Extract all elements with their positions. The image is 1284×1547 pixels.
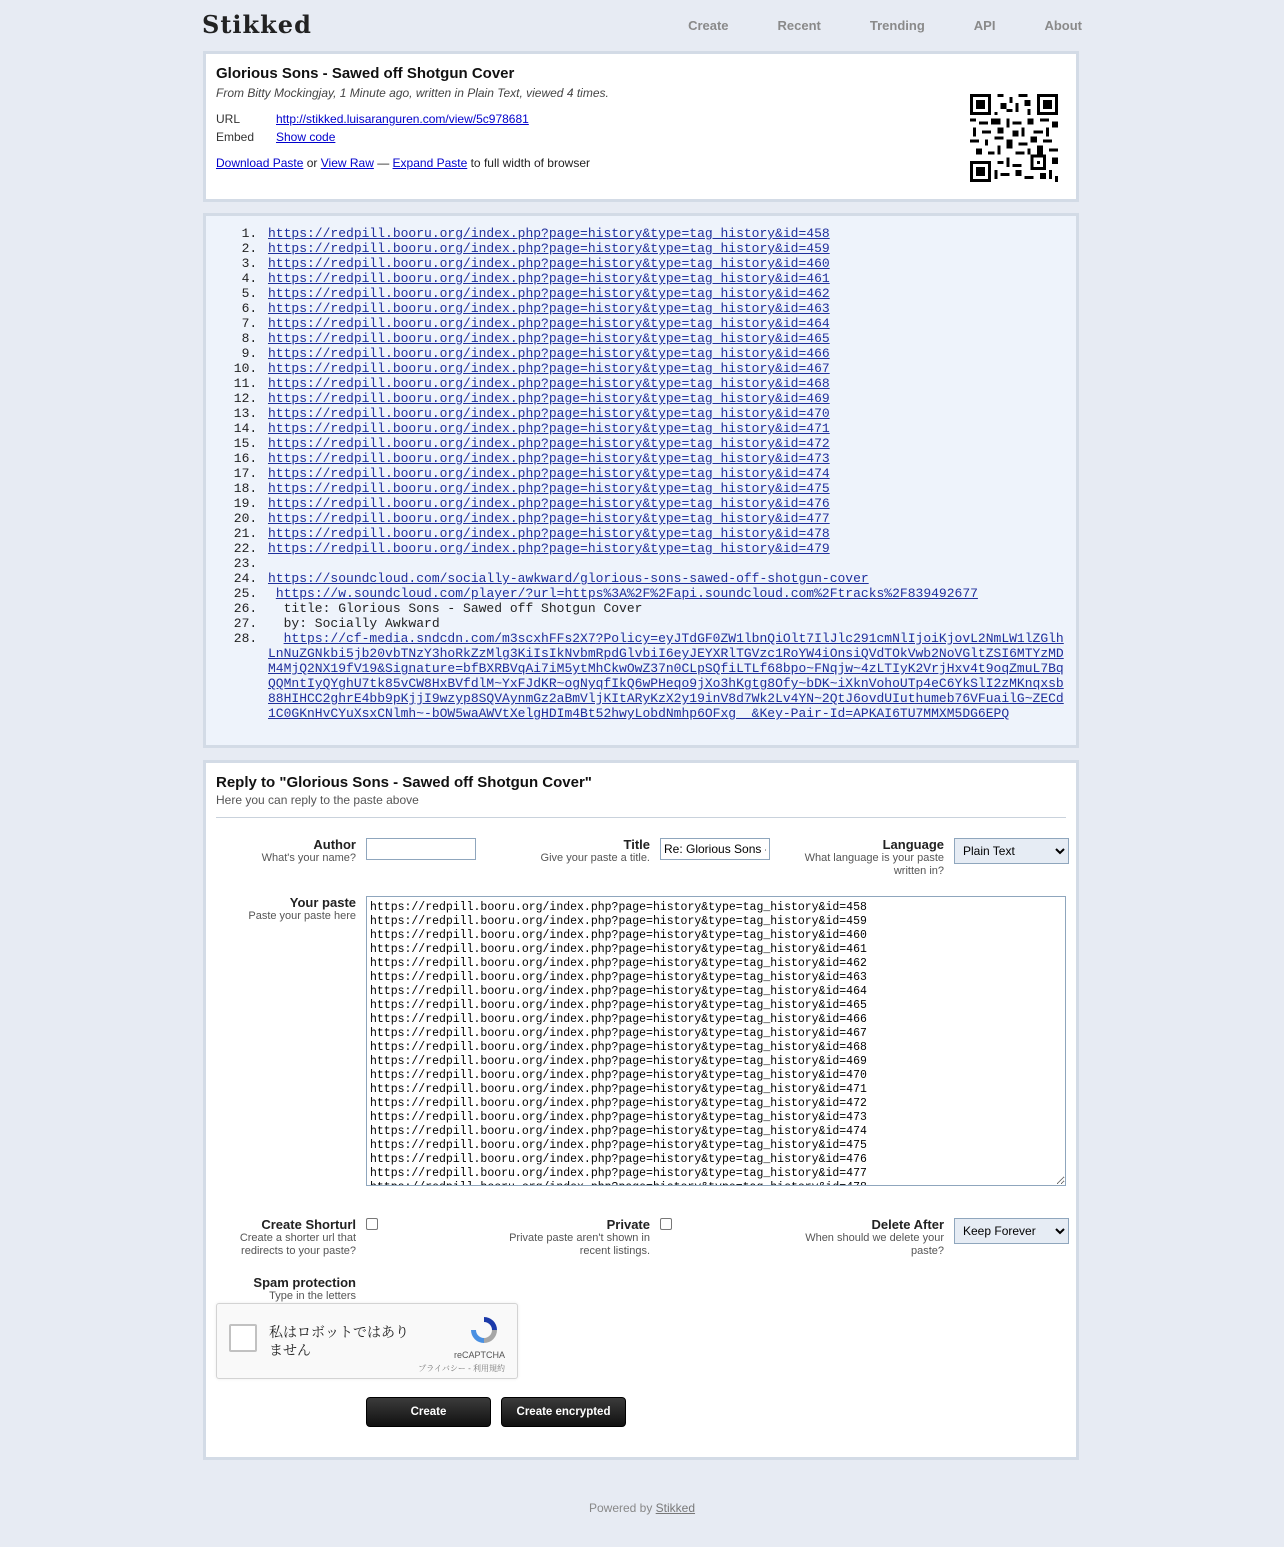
code-line bbox=[265, 361, 1066, 376]
nav-about[interactable]: About bbox=[1044, 18, 1082, 33]
code-line-text: title: Glorious Sons - Sawed off Shotgun Cover bbox=[268, 601, 643, 616]
code-line-link[interactable]: https://redpill.booru.org/index.php?page=history&type=tag_history&id=468 bbox=[268, 376, 830, 391]
title-label-group bbox=[506, 837, 650, 865]
title-input[interactable] bbox=[660, 838, 770, 860]
code-line bbox=[265, 496, 1066, 511]
code-line bbox=[265, 331, 1066, 346]
spam-protection-label: Spam protection bbox=[253, 1275, 356, 1290]
spam-protection-hint: Type in the letters bbox=[269, 1290, 356, 1302]
code-line-link[interactable]: https://soundcloud.com/socially-awkward/glorious-sons-sawed-off-shotgun-cover bbox=[268, 571, 869, 586]
code-line bbox=[265, 511, 1066, 526]
code-line bbox=[265, 256, 1066, 271]
code-line-link[interactable]: https://redpill.booru.org/index.php?page=history&type=tag_history&id=465 bbox=[268, 331, 830, 346]
language-hint: What language is your paste written in? bbox=[804, 852, 944, 877]
reply-title: Reply to "Glorious Sons - Sawed off Shotgun Cover" bbox=[216, 774, 592, 791]
expand-paste-link[interactable]: Expand Paste bbox=[392, 156, 468, 170]
delete-after-hint: When should we delete your paste? bbox=[805, 1232, 944, 1257]
private-label-group bbox=[506, 1217, 650, 1258]
recaptcha-terms-link[interactable]: プライバシー - 利用規約 bbox=[418, 1364, 505, 1373]
private-hint: Private paste aren't shown in recent listings. bbox=[509, 1232, 650, 1257]
main-nav bbox=[639, 18, 1082, 33]
code-line-link[interactable]: https://redpill.booru.org/index.php?page=history&type=tag_history&id=477 bbox=[268, 511, 830, 526]
code-lines bbox=[206, 226, 1076, 721]
expand-suffix-text: to full width of browser bbox=[467, 156, 590, 170]
code-line-link[interactable]: https://redpill.booru.org/index.php?page=history&type=tag_history&id=458 bbox=[268, 226, 830, 241]
qr-code-icon bbox=[970, 94, 1058, 182]
code-line-link[interactable]: https://redpill.booru.org/index.php?page=history&type=tag_history&id=474 bbox=[268, 466, 830, 481]
shorturl-label-group bbox=[216, 1217, 356, 1258]
code-line-link[interactable]: https://redpill.booru.org/index.php?page=history&type=tag_history&id=460 bbox=[268, 256, 830, 271]
language-label-group bbox=[794, 837, 944, 878]
paste-code-panel bbox=[203, 213, 1079, 748]
code-line bbox=[265, 616, 1066, 631]
code-line bbox=[265, 316, 1066, 331]
code-line bbox=[265, 481, 1066, 496]
author-hint: What's your name? bbox=[261, 852, 356, 864]
shorturl-checkbox[interactable] bbox=[366, 1218, 378, 1230]
recaptcha-checkbox[interactable] bbox=[229, 1324, 257, 1352]
nav-trending[interactable]: Trending bbox=[869, 18, 925, 33]
code-line-link[interactable]: https://redpill.booru.org/index.php?page=history&type=tag_history&id=469 bbox=[268, 391, 830, 406]
url-row bbox=[216, 112, 1066, 126]
footer-text: Powered by bbox=[588, 1501, 656, 1515]
code-line bbox=[265, 376, 1066, 391]
show-code-link[interactable]: Show code bbox=[276, 130, 336, 144]
code-line-link[interactable]: https://redpill.booru.org/index.php?page=history&type=tag_history&id=461 bbox=[268, 271, 830, 286]
code-line bbox=[265, 466, 1066, 481]
delete-after-label: Delete After bbox=[871, 1217, 944, 1232]
site-logo[interactable]: Stikked bbox=[202, 10, 312, 39]
recaptcha-brand: reCAPTCHA bbox=[453, 1350, 505, 1360]
paste-info-panel bbox=[203, 51, 1079, 202]
code-line bbox=[265, 421, 1066, 436]
author-label-group bbox=[216, 837, 356, 865]
code-line bbox=[265, 586, 1066, 601]
code-line bbox=[265, 571, 1066, 586]
code-line bbox=[265, 541, 1066, 556]
language-select[interactable] bbox=[954, 838, 1069, 864]
code-line-link[interactable]: https://redpill.booru.org/index.php?page=history&type=tag_history&id=472 bbox=[268, 436, 830, 451]
author-label: Author bbox=[313, 837, 356, 852]
create-button[interactable]: Create bbox=[366, 1397, 491, 1427]
code-line bbox=[265, 346, 1066, 361]
code-line-link[interactable]: https://redpill.booru.org/index.php?page=history&type=tag_history&id=467 bbox=[268, 361, 830, 376]
code-line bbox=[265, 436, 1066, 451]
private-checkbox[interactable] bbox=[660, 1218, 672, 1230]
shorturl-hint: Create a shorter url that redirects to your paste? bbox=[239, 1232, 356, 1257]
footer bbox=[0, 1501, 1284, 1515]
code-line-link[interactable]: https://redpill.booru.org/index.php?page=history&type=tag_history&id=473 bbox=[268, 451, 830, 466]
paste-title: Glorious Sons - Sawed off Shotgun Cover bbox=[216, 65, 515, 82]
delete-after-select[interactable] bbox=[954, 1218, 1069, 1244]
code-line bbox=[265, 556, 1066, 571]
code-line-link[interactable]: https://redpill.booru.org/index.php?page=history&type=tag_history&id=459 bbox=[268, 241, 830, 256]
recaptcha-label: 私はロボットではありません bbox=[269, 1324, 409, 1358]
paste-hint: Paste your paste here bbox=[248, 910, 356, 922]
title-hint: Give your paste a title. bbox=[540, 852, 650, 864]
paste-url-link[interactable]: http://stikked.luisaranguren.com/view/5c978681 bbox=[276, 112, 529, 126]
code-line-link[interactable]: https://redpill.booru.org/index.php?page=history&type=tag_history&id=463 bbox=[268, 301, 830, 316]
view-raw-link[interactable]: View Raw bbox=[320, 156, 374, 170]
nav-create[interactable]: Create bbox=[688, 18, 729, 33]
code-line bbox=[265, 391, 1066, 406]
code-line-link[interactable]: https://redpill.booru.org/index.php?page=history&type=tag_history&id=464 bbox=[268, 316, 830, 331]
author-input[interactable] bbox=[366, 838, 476, 860]
footer-stikked-link[interactable]: Stikked bbox=[655, 1501, 696, 1515]
dash-text: — bbox=[373, 156, 393, 170]
nav-recent[interactable]: Recent bbox=[777, 18, 821, 33]
create-encrypted-button[interactable]: Create encrypted bbox=[501, 1397, 626, 1427]
code-line-link[interactable]: https://redpill.booru.org/index.php?page=history&type=tag_history&id=479 bbox=[268, 541, 830, 556]
code-line-link[interactable]: https://redpill.booru.org/index.php?page=history&type=tag_history&id=462 bbox=[268, 286, 830, 301]
language-label: Language bbox=[882, 837, 944, 852]
recaptcha-widget bbox=[216, 1303, 518, 1379]
code-line bbox=[265, 271, 1066, 286]
code-line bbox=[265, 226, 1066, 241]
code-line bbox=[265, 601, 1066, 616]
code-line-link[interactable]: https://redpill.booru.org/index.php?page=history&type=tag_history&id=471 bbox=[268, 421, 830, 436]
recaptcha-logo-icon bbox=[463, 1314, 505, 1349]
or-text: or bbox=[303, 156, 321, 170]
shorturl-label: Create Shorturl bbox=[261, 1217, 356, 1232]
code-line-indent bbox=[268, 631, 284, 646]
spam-label-group bbox=[216, 1275, 356, 1303]
code-line bbox=[265, 406, 1066, 421]
private-label: Private bbox=[606, 1217, 650, 1232]
paste-label: Your paste bbox=[289, 895, 356, 910]
paste-actions bbox=[216, 156, 1066, 170]
url-label: URL bbox=[216, 112, 241, 126]
code-line bbox=[265, 451, 1066, 466]
paste-textarea[interactable] bbox=[366, 896, 1066, 1186]
paste-label-group bbox=[216, 895, 356, 923]
code-line-link[interactable]: https://w.soundcloud.com/player/?url=https%3A%2F%2Fapi.soundcloud.com%2Ftracks%2F839492677 bbox=[275, 586, 978, 601]
download-paste-link[interactable]: Download Paste bbox=[216, 156, 304, 170]
code-line-link[interactable]: https://cf-media.sndcdn.com/m3scxhFFs2X7?Policy=eyJTdGF0ZW1lbnQiOlt7IlJlc291cmNlIjoiKjovL2NmLW1lZGlhLnNuZGNkbi5jb20vbTNzY3hoRkZzMlg3KiIsIkNvbmRpdGlvbiI6eyJEYXRlTGVzc1RoYW4iOnsiQVdTOkVwb2NoVGltZSI6MTYzMDM4MjQ2NX19fV19&Signature=bfBXRBVqAi7iM5ytMhCkwOwZ37n0CLpSQfiLTLf68bpo~FNqjw~4zLTIyK2VrjHxv4t9oqZmuL7BqQQMntIyQYghU7tk85vCW8HxBVfdlM~YxFJdKR~ogNyqfIkQ6wPHeqo9jXo3hKgtg8Ofy~bDK~iXknVohoUTp4eC6YkSlI2zMKnqxsb88HIHCC2ghrE4bb9pKjjI9wzyp8SQVAynmGz2aBmVljKItARyKzX2y19inV8d7Wk2Lv4YN~2QtJ6ovdUIuthumeb76VFuailG~ZECd1C0GKnHvCYuXsxCNlmh~-bOW5waAWVtXelgHDIm4Bt52hwyLobdNmhp6OFxg__&Key-Pair-Id=APKAI6TU7MMXM5DG6EPQ bbox=[268, 631, 1064, 721]
code-line bbox=[265, 301, 1066, 316]
code-line-link[interactable]: https://redpill.booru.org/index.php?page=history&type=tag_history&id=475 bbox=[268, 481, 830, 496]
code-line bbox=[265, 526, 1066, 541]
code-line-link[interactable]: https://redpill.booru.org/index.php?page=history&type=tag_history&id=470 bbox=[268, 406, 830, 421]
code-line-link[interactable]: https://redpill.booru.org/index.php?page=history&type=tag_history&id=478 bbox=[268, 526, 830, 541]
reply-subtitle: Here you can reply to the paste above bbox=[216, 793, 1066, 818]
code-line-indent bbox=[268, 586, 276, 601]
reply-form bbox=[203, 760, 1079, 1460]
code-line-link[interactable]: https://redpill.booru.org/index.php?page=history&type=tag_history&id=476 bbox=[268, 496, 830, 511]
delete-label-group bbox=[794, 1217, 944, 1258]
embed-row bbox=[216, 130, 1066, 144]
code-line-text: by: Socially Awkward bbox=[268, 616, 440, 631]
embed-label: Embed bbox=[216, 130, 255, 144]
nav-api[interactable]: API bbox=[973, 18, 996, 33]
code-line bbox=[265, 241, 1066, 256]
title-label: Title bbox=[623, 837, 650, 852]
paste-meta: From Bitty Mockingjay, 1 Minute ago, written in Plain Text, viewed 4 times. bbox=[216, 86, 609, 100]
code-line-link[interactable]: https://redpill.booru.org/index.php?page=history&type=tag_history&id=466 bbox=[268, 346, 830, 361]
code-line bbox=[265, 631, 1066, 721]
code-line bbox=[265, 286, 1066, 301]
